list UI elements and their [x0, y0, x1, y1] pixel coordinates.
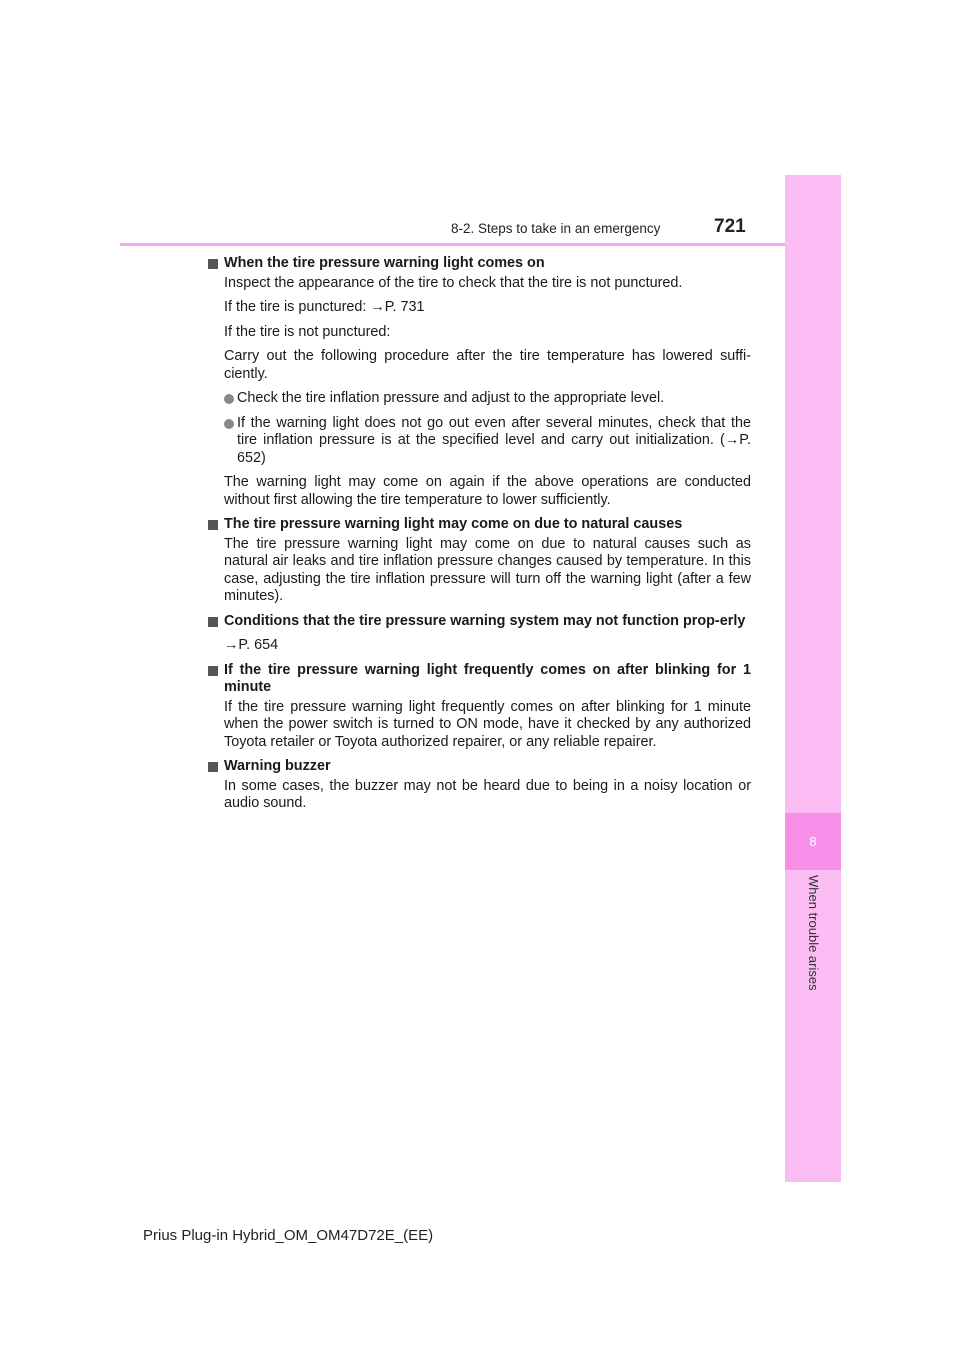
round-bullet-icon — [224, 419, 234, 429]
square-bullet-icon — [208, 666, 218, 676]
paragraph: →P. 654 — [224, 637, 279, 653]
round-bullet-icon — [224, 394, 234, 404]
footer-doc-id: Prius Plug-in Hybrid_OM_OM47D72E_(EE) — [143, 1227, 434, 1244]
chapter-side-tab — [785, 175, 841, 1182]
heading-warning-light-on: When the tire pressure warning light comes on — [206, 255, 751, 273]
heading-natural-causes: The tire pressure warning light may come on due to natural causes — [206, 516, 751, 534]
square-bullet-icon — [208, 617, 218, 627]
paragraph: The tire pressure warning light may come on due to natural causes such as natural air leaks and tire inflation pressure changes caused by temperature. In this case, adjusting the tire inflation pressure will turn off the warning light (after a few minutes). — [224, 535, 751, 604]
header-divider — [120, 243, 785, 246]
paragraph: If the tire is punctured: →P. 731 — [224, 299, 425, 315]
section-title: 8-2. Steps to take in an emergency — [451, 221, 661, 236]
page-number: 721 — [714, 216, 746, 237]
paragraph: In some cases, the buzzer may not be heard due to being in a noisy location or audio sound. — [224, 777, 751, 811]
heading-frequently-comes-on: If the tire pressure warning light frequently comes on after blinking for 1 minute — [206, 662, 751, 697]
page-content — [206, 255, 751, 813]
paragraph: The warning light may come on again if the above operations are conducted without first allowing the tire temperature to lower sufficiently. — [224, 474, 751, 508]
chapter-number: 8 — [809, 834, 817, 849]
paragraph: Carry out the following procedure after the tire temperature has lowered suffi-ciently. — [224, 348, 751, 382]
square-bullet-icon — [208, 762, 218, 772]
list-item: If the warning light does not go out even after several minutes, check that the tire inflation pressure is at the specified level and carry out initialization. (→P. 652) — [206, 415, 751, 468]
square-bullet-icon — [208, 520, 218, 530]
paragraph: Inspect the appearance of the tire to check that the tire is not punctured. — [224, 274, 683, 291]
heading-may-not-function: Conditions that the tire pressure warning system may not function prop-erly — [206, 613, 751, 631]
chapter-title-container — [785, 875, 841, 1075]
chapter-number-box — [785, 813, 841, 870]
square-bullet-icon — [208, 259, 218, 269]
paragraph: If the tire pressure warning light frequently comes on after blinking for 1 minute when the power switch is turned to ON mode, have it checked by any authorized Toyota retailer or Toyota authorized repairer, or any reliable repairer. — [224, 698, 751, 750]
heading-warning-buzzer: Warning buzzer — [206, 758, 751, 776]
paragraph: If the tire is not punctured: — [224, 323, 391, 340]
chapter-title: When trouble arises — [806, 875, 821, 991]
list-item: Check the tire inflation pressure and adjust to the appropriate level. — [206, 390, 751, 408]
